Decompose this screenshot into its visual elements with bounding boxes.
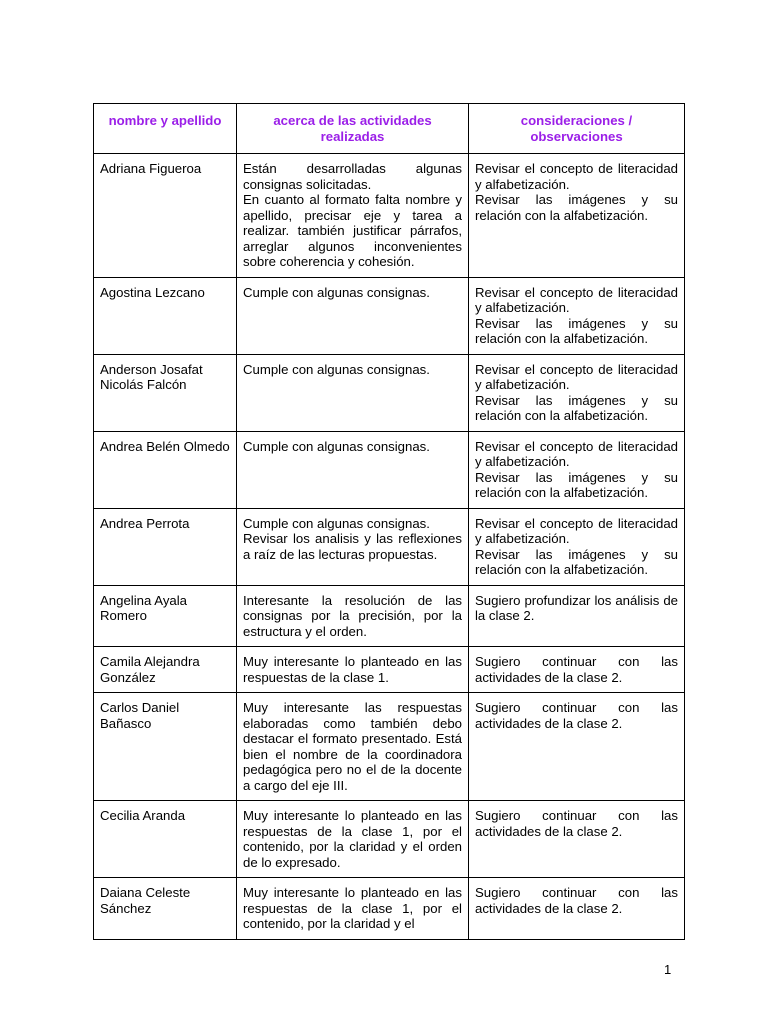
activities-text: En cuanto al formato falta nombre y apellido, precisar eje y tarea a realizar. también justificar párrafos, arreglar algunos inconvenientes sobre coherencia y cohesión. [243,192,462,269]
activities-text: Muy interesante lo planteado en las respuestas de la clase 1, por el contenido, por la claridad y el orden de lo expresado. [243,808,462,870]
header-observations: consideraciones / observaciones [469,104,685,154]
student-name: Anderson Josafat Nicolás Falcón [94,354,237,431]
table-row [94,431,685,508]
activities-cell [237,801,469,878]
student-name: Angelina Ayala Romero [94,585,237,647]
observations-cell [469,585,685,647]
observations-cell [469,801,685,878]
activities-text: Muy interesante lo planteado en las respuestas de la clase 1. [243,654,462,685]
student-name: Daiana Celeste Sánchez [94,878,237,940]
observations-text: Revisar el concepto de literacidad y alfabetización. [475,161,678,192]
observations-text: Sugiero profundizar los análisis de la clase 2. [475,592,678,623]
student-name: Agostina Lezcano [94,277,237,354]
activities-text: Cumple con algunas consignas. [243,284,430,300]
observations-text: Sugiero continuar con las actividades de la clase 2. [475,654,678,685]
observations-cell [469,354,685,431]
header-name: nombre y apellido [94,104,237,154]
activities-cell [237,647,469,693]
observations-text: Sugiero continuar con las actividades de la clase 2. [475,808,678,839]
student-name: Carlos Daniel Bañasco [94,693,237,801]
table-row [94,508,685,585]
activities-cell [237,585,469,647]
observations-text: Sugiero continuar con las actividades de la clase 2. [475,700,678,731]
header-activities: acerca de las actividades realizadas [237,104,469,154]
observations-text: Revisar las imágenes y su relación con la alfabetización. [475,392,678,423]
observations-cell [469,431,685,508]
activities-cell [237,354,469,431]
table-row [94,354,685,431]
table-row [94,647,685,693]
activities-text: Están desarrolladas algunas consignas solicitadas. [243,161,462,192]
table-header [94,104,685,154]
activities-cell [237,878,469,940]
observations-text: Revisar el concepto de literacidad y alfabetización. [475,515,678,546]
observations-cell [469,277,685,354]
student-name: Adriana Figueroa [94,154,237,278]
table-row [94,693,685,801]
activities-text: Revisar los analisis y las reflexiones a raíz de las lecturas propuestas. [243,531,462,562]
observations-text: Revisar las imágenes y su relación con la alfabetización. [475,192,678,223]
student-name: Andrea Belén Olmedo [94,431,237,508]
observations-text: Sugiero continuar con las actividades de la clase 2. [475,885,678,916]
activities-text: Interesante la resolución de las consignas por la precisión, por la estructura y el orden. [243,592,462,639]
activities-text: Muy interesante las respuestas elaboradas como también debo destacar el formato presentado. Está bien el nombre de la coordinadora pedagógica pero no el de la docente a cargo del eje III. [243,700,462,793]
observations-cell [469,508,685,585]
observations-text: Revisar el concepto de literacidad y alfabetización. [475,361,678,392]
activities-cell [237,508,469,585]
header-row [94,104,685,154]
observations-cell [469,693,685,801]
student-name: Cecilia Aranda [94,801,237,878]
page-number: 1 [664,962,672,977]
observations-text: Revisar el concepto de literacidad y alfabetización. [475,438,678,469]
activities-cell [237,431,469,508]
table-row [94,878,685,940]
activities-cell [237,277,469,354]
observations-text: Revisar las imágenes y su relación con la alfabetización. [475,546,678,577]
activities-text: Cumple con algunas consignas. [243,438,430,454]
activities-text: Cumple con algunas consignas. [243,515,430,531]
table-body [94,154,685,940]
observations-text: Revisar las imágenes y su relación con la alfabetización. [475,315,678,346]
student-name: Andrea Perrota [94,508,237,585]
table-row [94,585,685,647]
activities-text: Cumple con algunas consignas. [243,361,430,377]
observations-cell [469,154,685,278]
activities-text: Muy interesante lo planteado en las respuestas de la clase 1, por el contenido, por la claridad y el [243,885,462,931]
activities-cell [237,693,469,801]
observations-cell [469,878,685,940]
activities-cell [237,154,469,278]
observations-cell [469,647,685,693]
table-row [94,277,685,354]
table-row [94,801,685,878]
table-row [94,154,685,278]
student-name: Camila Alejandra González [94,647,237,693]
observations-text: Revisar las imágenes y su relación con la alfabetización. [475,469,678,500]
evaluation-table [93,103,685,940]
observations-text: Revisar el concepto de literacidad y alfabetización. [475,284,678,315]
